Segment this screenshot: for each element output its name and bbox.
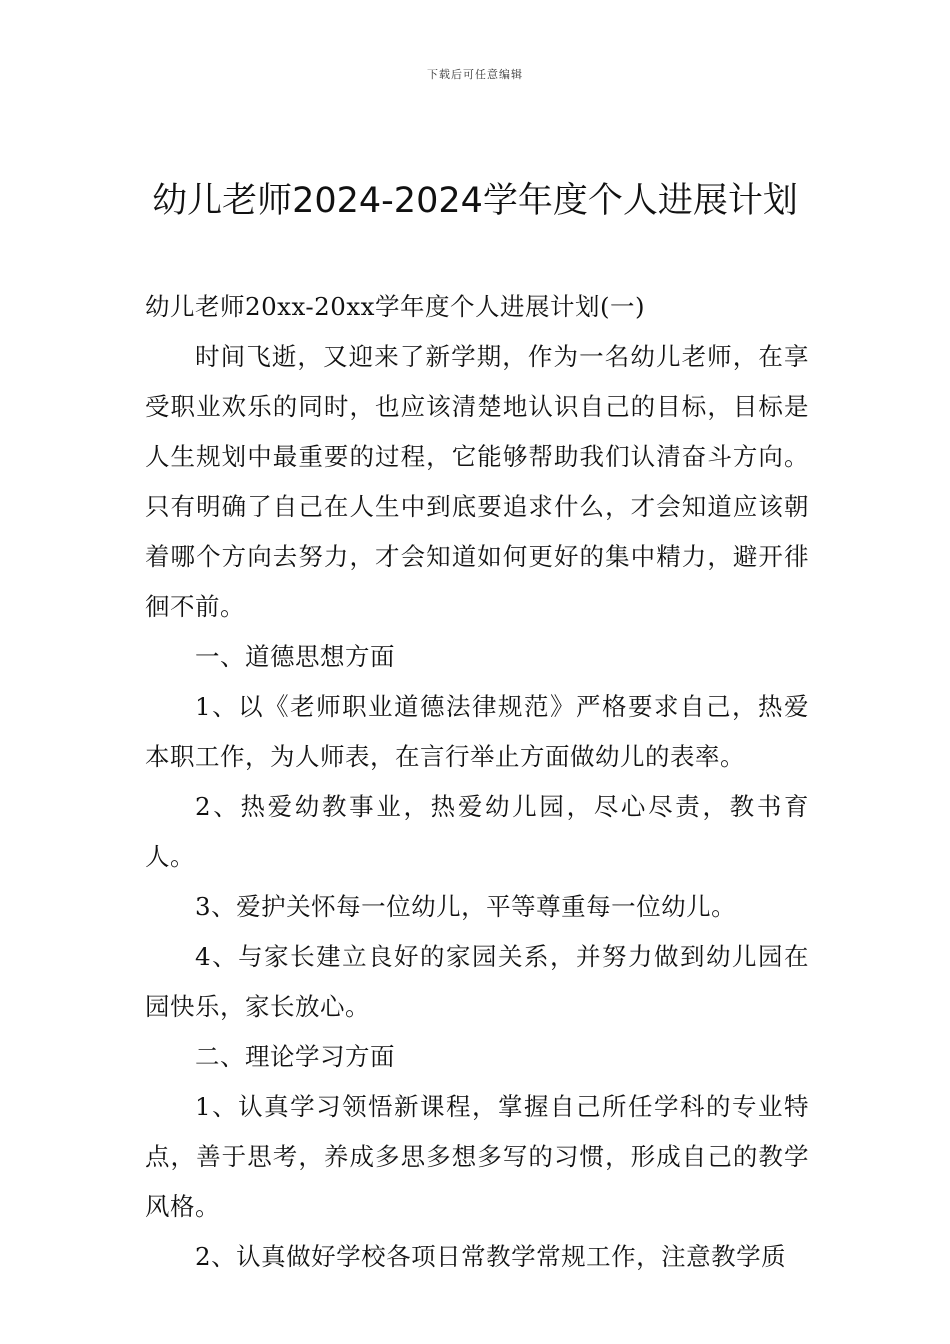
paragraph-moral-4: 4、与家长建立良好的家园关系，并努力做到幼儿园在园快乐，家长放心。 <box>145 942 809 1021</box>
paragraph-theory-1: 1、认真学习领悟新课程，掌握自己所任学科的专业特点，善于思考，养成多思多想多写的习惯，形成自己的教学风格。 <box>145 1092 809 1221</box>
paragraph-intro: 时间飞逝，又迎来了新学期，作为一名幼儿老师，在享受职业欢乐的同时，也应该清楚地认识自己的目标，目标是人生规划中最重要的过程，它能够帮助我们认清奋斗方向。只有明确了自己在人生中到底要追求什么，才会知道应该朝着哪个方向去努力，才会知道如何更好的集中精力，避开徘徊不前。 <box>145 342 809 621</box>
paragraph-moral-1: 1、以《老师职业道德法律规范》严格要求自己，热爱本职工作，为人师表，在言行举止方面做幼儿的表率。 <box>145 692 809 771</box>
document-title: 幼儿老师2024-2024学年度个人进展计划 <box>152 181 798 221</box>
document-body <box>145 282 809 1282</box>
heading-theory: 二、理论学习方面 <box>195 1042 395 1071</box>
paragraph-moral-2: 2、热爱幼教事业，热爱幼儿园，尽心尽责，教书育人。 <box>145 792 809 871</box>
paragraph-moral-3: 3、爱护关怀每一位幼儿，平等尊重每一位幼儿。 <box>195 892 737 921</box>
heading-moral: 一、道德思想方面 <box>195 642 395 671</box>
header-note: 下载后可任意编辑 <box>427 68 523 81</box>
section-subtitle: 幼儿老师20xx-20xx学年度个人进展计划(一) <box>145 292 646 321</box>
paragraph-theory-2: 2、认真做好学校各项日常教学常规工作，注意教学质 <box>195 1242 787 1271</box>
